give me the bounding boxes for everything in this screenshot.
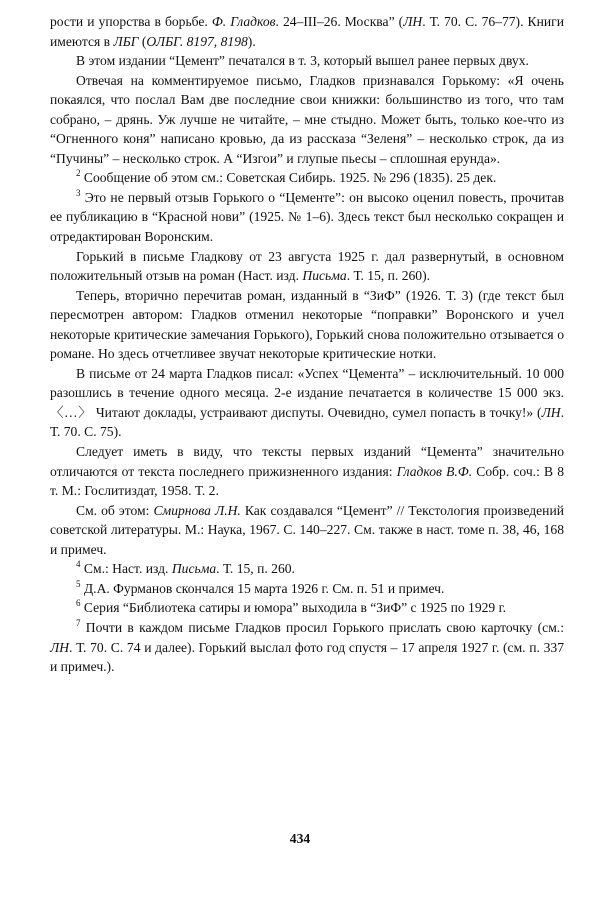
paragraph: В этом издании “Цемент” печатался в т. 3, который вышел ранее первых двух.: [76, 53, 529, 69]
footnote-7: $^7$ Почти в каждом письме Гладков просил Горького прислать свою карточку (см.: ЛН. Т. 70. С. 74 и далее). Горький выслал фото год спустя – 17 апреля 1927 г. (см. п. 337 и примеч.).: [50, 617, 564, 675]
page-number: 434: [289, 831, 311, 846]
paragraph: рости и упорства в борьбе. Ф. Гладков. 24–III–26. Москва” (ЛН. Т. 70. С. 76–77). Книги имеются в ЛБГ (ОЛБГ. 8197, 8198).: [50, 14, 564, 49]
footnote-4: $^4$ См.: Наст. изд. Письма. Т. 15, п. 260.: [76, 559, 295, 577]
footnote-5: $^5$ Д.А. Фурманов скончался 15 марта 1926 г. См. п. 51 и примеч.: [76, 578, 445, 596]
paragraph: Отвечая на комментируемое письмо, Гладков признавался Горькому: «Я очень покаялся, что послал Вам две последние свои книжки: большинство из того, что там собрано, – дрянь. Уж лучше не читайте, – мне стыдно. Может быть, только кое-что из “Огненного коня” написано кровью, да из рассказа “Зеленя” – несколько строк, да из “Пучины” – несколько строк. А “Изгои” и глупые пьесы – сплошная ерунда».: [50, 72, 564, 166]
paragraph: Теперь, вторично перечитав роман, изданный в “ЗиФ” (1926. Т. 3) (где текст был пересмотрен автором: Гладков отменил некоторые “поправки” Воронского и учел некоторые критические замечания Горького), Горький снова положительно отзывается о романе. Но здесь отчетливее звучат некоторые критические нотки.: [50, 287, 564, 362]
paragraph: В письме от 24 марта Гладков писал: «Успех “Цемента” – исключительный. 10 000 разошлись в течение одного месяца. 2-е издание печатается в количестве 15 000 экз. 〈…〉 Читают доклады, устраивают диспуты. Очевидно, сумел попасть в точку!» (ЛН. Т. 70. С. 75).: [50, 365, 564, 440]
footnote-2: $^2$ Сообщение об этом см.: Советская Сибирь. 1925. № 296 (1835). 25 дек.: [76, 168, 497, 186]
paragraph: Горький в письме Гладкову от 23 августа 1925 г. дал развернутый, в основном положительный отзыв на роман (Наст. изд. Письма. Т. 15, п. 260).: [50, 248, 564, 284]
paragraph: См. об этом: Смирнова Л.Н. Как создавался “Цемент” // Текстология произведений советской литературы. М.: Наука, 1967. С. 140–227. См. также в наст. томе п. 38, 46, 168 и примеч.: [50, 502, 564, 557]
paragraph: Следует иметь в виду, что тексты первых изданий “Цемента” значительно отличаются от текста последнего прижизненного издания: Гладков В.Ф. Собр. соч.: В 8 т. М.: Гослитиздат, 1958. Т. 2.: [50, 444, 564, 499]
footnote-6: $^6$ Серия “Библиотека сатиры и юмора” выходила в “ЗиФ” с 1925 по 1929 г.: [76, 598, 507, 616]
commentary-text: [50, 12, 564, 677]
footnote-3: $^3$ Это не первый отзыв Горького о “Цементе”: он высоко оценил повесть, прочитав ее публикацию в “Красной нови” (1925. № 1–6). Здесь текст был несколько сокращен и отредактирован Воронским.: [50, 187, 564, 245]
